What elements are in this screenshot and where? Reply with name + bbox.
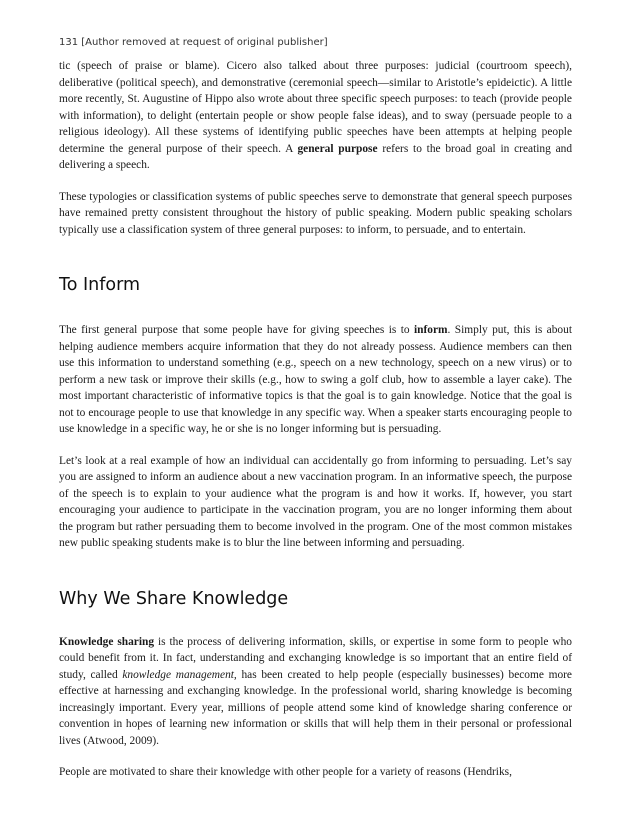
intro-paragraph-2: These typologies or classification systems of public speeches serve to demonstrate that general speech purposes have remained pretty consistent throughout the history of public speaking. Modern public speaking scholars typically use a classification system of three general purposes: to inform, to persuade, and to entertain. bbox=[59, 190, 572, 236]
inform-p1-text-after: . Simply put, this is about helping audience members acquire information that they do not already possess. Audience members can then use this information to understand something (e.g., speech on a new technology, speech on a new virus) or to perform a new task or improve their skills (e.g., how to swing a golf club, how to assemble a layer cake). The most important characteristic of informative topics is that the goal is to gain knowledge. Notice that the goal is not to encourage people to use that knowledge in any specific way. When a speaker starts encouraging people to use knowledge in a specific way, he or she is no longer informing but is persuading. bbox=[59, 324, 572, 435]
running-title: [Author removed at request of original publisher] bbox=[81, 37, 328, 48]
inform-p1-text-before: The first general purpose that some people have for giving speeches is to bbox=[59, 324, 414, 336]
knowledge-p1-text-a: is the process of delivering information, skills, or expertise in some form to people who could benefit from it. In fact, understanding and exchanging knowledge is so important that an entire field of study, called bbox=[59, 635, 572, 681]
intro-paragraph-1 bbox=[59, 58, 572, 174]
page-number: 131 bbox=[59, 37, 79, 48]
heading-why-we-share-knowledge: Why We Share Knowledge bbox=[59, 588, 289, 609]
term-knowledge-management: knowledge management, bbox=[122, 668, 237, 681]
term-general-purpose: general purpose bbox=[297, 142, 378, 155]
running-header bbox=[59, 36, 572, 49]
inform-paragraph-2: Let’s look at a real example of how an individual can accidentally go from informing to persuading. Let’s say you are assigned to inform an audience about a new vaccination program. In an informative speech, the purpose of the speech is to explain to your audience what the program is and how it works. If, however, you start encouraging your audience to participate in the vaccination program, you are no longer informing them about the program but rather persuading them to become involved in the program. One of the most common mistakes new public speaking students make is to blur the line between informing and persuading. bbox=[59, 454, 572, 549]
knowledge-paragraph-2: People are motivated to share their knowledge with other people for a variety of reasons (Hendriks, bbox=[59, 766, 512, 778]
intro-p1-text-before: tic (speech of praise or blame). Cicero also talked about three purposes: judicial (courtroom speech), deliberative (political speech), and demonstrative (ceremonial speech—similar to Aristotle’s epideictic). A little more recently, St. Augustine of Hippo also wrote about three specific speech purposes: to teach (provide people with information), to delight (entertain people or show people false ideas), and to sway (persuade people to a religious ideology). All these systems of identifying public speeches have been attempts at helping people determine the general purpose of their speech. A bbox=[59, 60, 572, 155]
heading-to-inform: To Inform bbox=[59, 275, 141, 295]
intro-p1-text-after: refers to the broad goal in creating and delivering a speech. bbox=[59, 142, 573, 171]
knowledge-paragraph-1 bbox=[59, 634, 572, 750]
term-knowledge-sharing: Knowledge sharing bbox=[59, 635, 155, 648]
term-inform: inform bbox=[413, 324, 448, 336]
page bbox=[59, 36, 572, 781]
knowledge-p1-text-b: has been created to help people (especially businesses) become more effective at harnessing and exchanging knowledge. In the professional world, sharing knowledge is becoming increasingly important. Every year, millions of people attend some kind of knowledge sharing conference or convention in hopes of learning new information or skills that will help them in their personal or professional lives (Atwood, 2009). bbox=[59, 668, 572, 747]
inform-paragraph-1 bbox=[59, 322, 572, 438]
